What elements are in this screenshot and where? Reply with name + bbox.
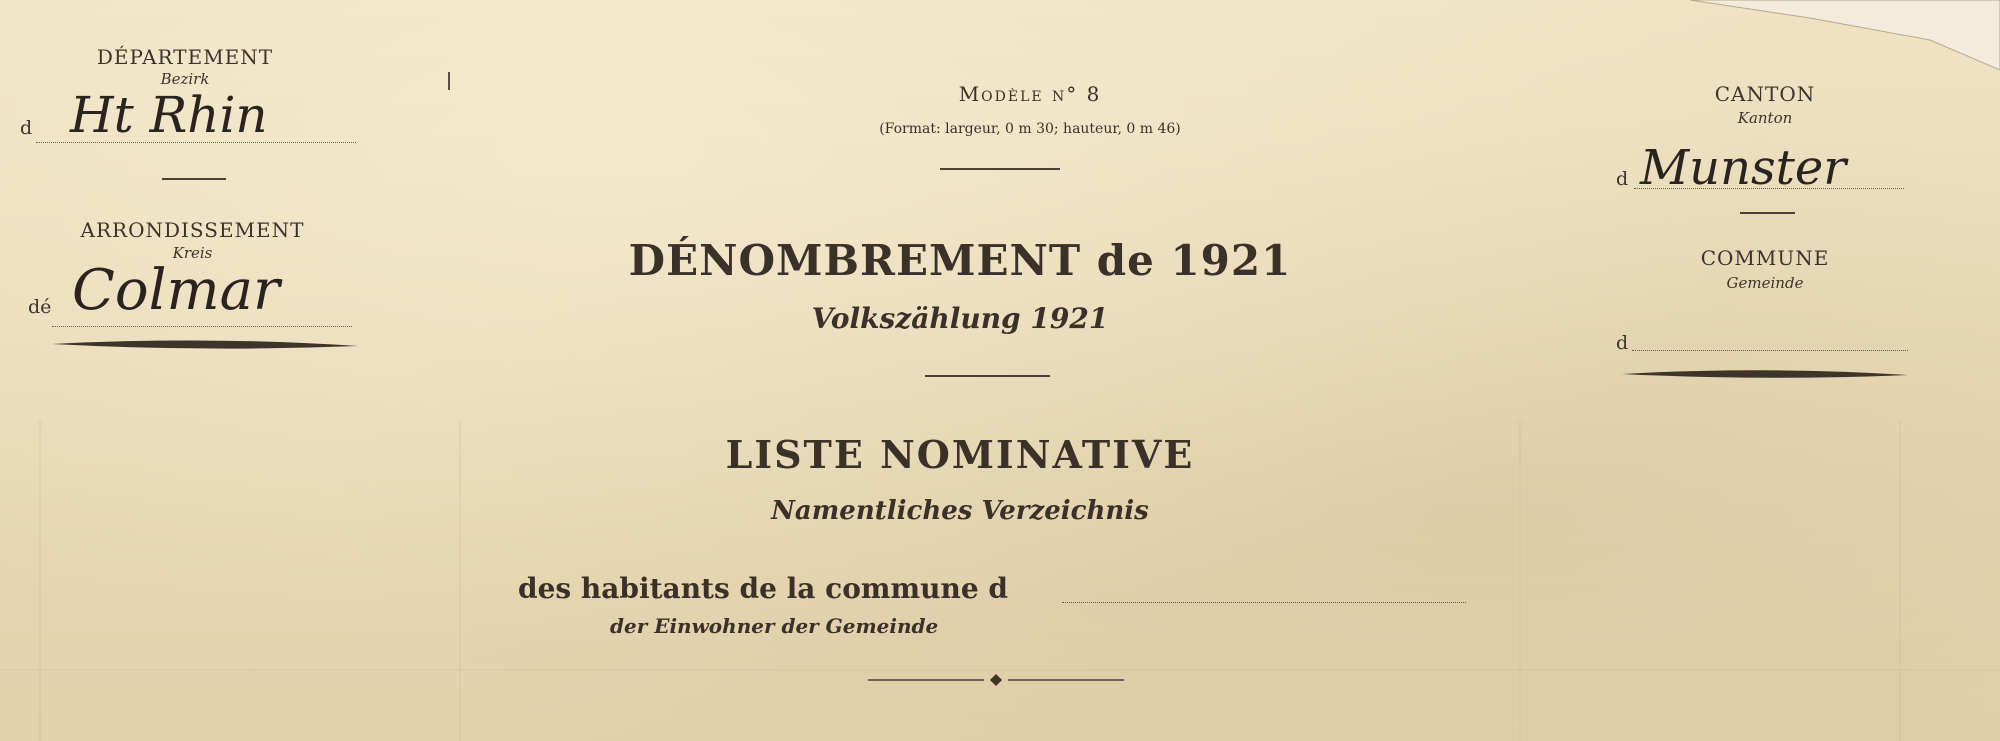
canton-prefix: d (1616, 168, 1629, 190)
arrondissement-prefix: dé (28, 296, 52, 318)
canton-value: Munster (1640, 140, 1847, 196)
ink-mark (448, 72, 450, 90)
commune-label: COMMUNE (1700, 246, 1830, 270)
habitants-line-label: des habitants de la commune d (518, 572, 1008, 605)
commune-field-line (1632, 350, 1908, 351)
separator-dash (162, 178, 226, 180)
arrondissement-value: Colmar (72, 258, 280, 323)
canton-label-de: Kanton (1737, 109, 1793, 127)
ornamental-swash (50, 338, 360, 352)
ornamental-swash (1620, 368, 1910, 382)
canton-field-line (1634, 188, 1904, 189)
separator-dash (925, 375, 1050, 377)
modele-number: Modèle n° 8 (958, 82, 1102, 106)
separator-dash (1740, 212, 1795, 214)
arrondissement-label-de: Kreis (172, 244, 213, 262)
liste-nominative-heading: LISTE NOMINATIVE (725, 432, 1195, 477)
census-title: DÉNOMBREMENT de 1921 (628, 236, 1292, 285)
commune-prefix: d (1616, 332, 1629, 354)
departement-label: DÉPARTEMENT (96, 45, 274, 69)
census-title-de: Volkszählung 1921 (811, 302, 1109, 335)
canton-label: CANTON (1714, 82, 1816, 106)
departement-value: Ht Rhin (70, 86, 268, 144)
separator-dash (940, 168, 1060, 170)
departement-prefix: d (20, 117, 33, 139)
commune-label-de: Gemeinde (1726, 274, 1804, 292)
format-note: (Format: largeur, 0 m 30; hauteur, 0 m 46) (879, 121, 1181, 137)
diamond-ornament (866, 672, 1126, 688)
arrondissement-label: ARRONDISSEMENT (80, 218, 305, 242)
commune-inline-field-line (1062, 602, 1466, 603)
departement-label-de: Bezirk (160, 70, 210, 88)
liste-nominative-heading-de: Namentliches Verzeichnis (771, 496, 1149, 526)
arrondissement-field-line (52, 326, 352, 327)
departement-field-line (36, 142, 356, 143)
folded-corner (1690, 0, 2000, 80)
habitants-line-label-de: der Einwohner der Gemeinde (610, 614, 939, 638)
